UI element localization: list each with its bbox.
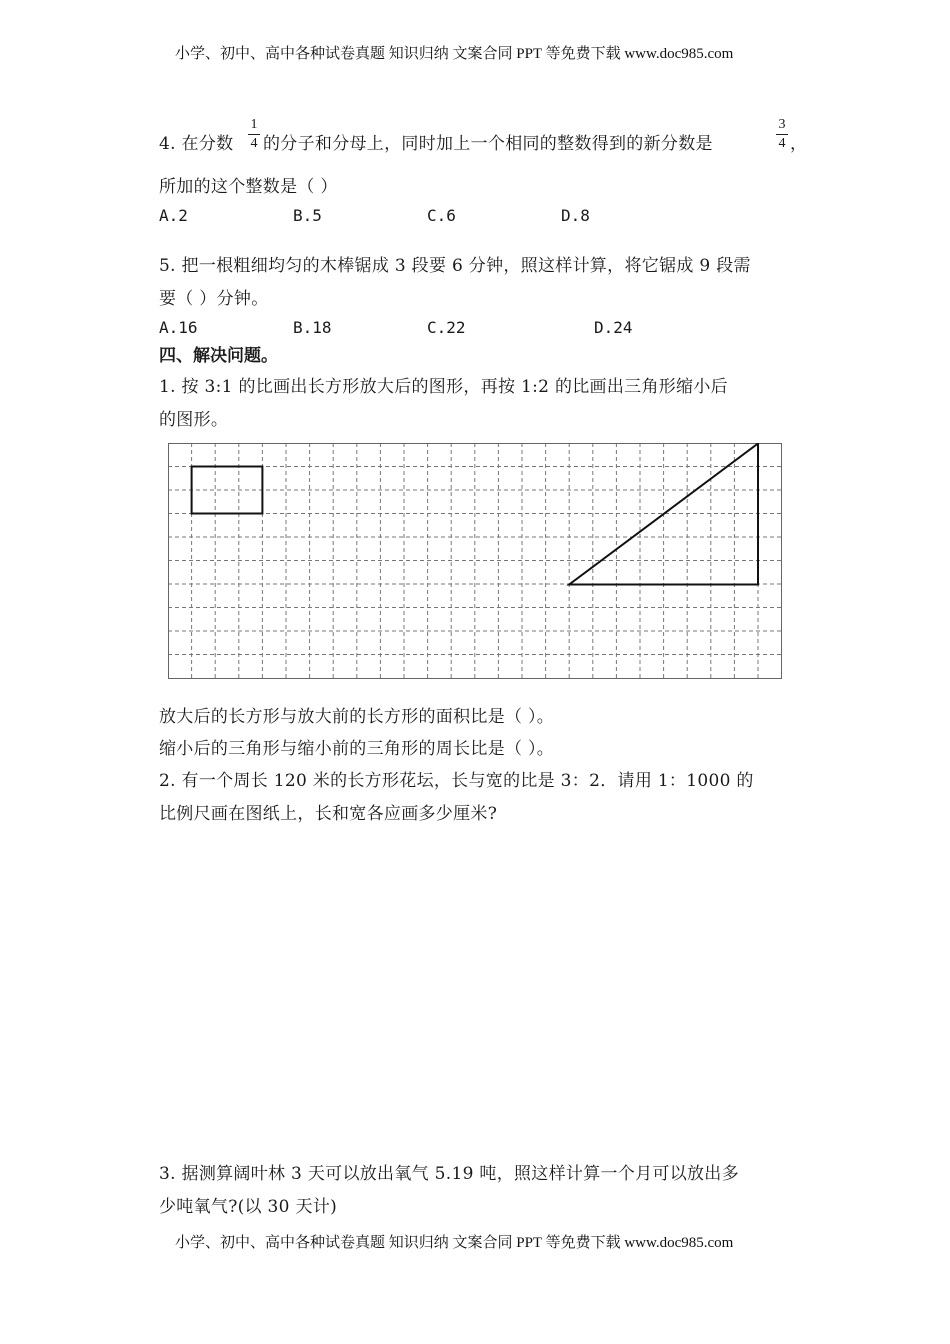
q4-option-d: D.8 (561, 206, 590, 225)
p3-line1: 3. 据测算阔叶林 3 天可以放出氧气 5.19 吨，照这样计算一个月可以放出多 (159, 1164, 739, 1184)
grid-drawing-area (168, 443, 783, 680)
q4-option-c: C.6 (427, 206, 456, 225)
q4-line2: 所加的这个整数是（ ） (159, 177, 338, 197)
p1-answer-perimeter-ratio: 缩小后的三角形与缩小前的三角形的周长比是（ ）。 (159, 739, 555, 759)
p2-line2: 比例尺画在图纸上，长和宽各应画多少厘米? (159, 804, 498, 824)
p1-line2: 的图形。 (159, 410, 229, 430)
p2-line1: 2. 有一个周长 120 米的长方形花坛，长与宽的比是 3：2．请用 1：1000 的 (159, 771, 754, 791)
q4-option-a: A.2 (159, 206, 188, 225)
page-footer: 小学、初中、高中各种试卷真题 知识归纳 文案合同 PPT 等免费下载 www.doc985.com (175, 1235, 734, 1251)
page-header: 小学、初中、高中各种试卷真题 知识归纳 文案合同 PPT 等免费下载 www.doc985.com (175, 46, 734, 62)
q5-line2: 要（ ）分钟。 (159, 289, 269, 309)
q5-option-d: D.24 (594, 318, 633, 337)
q5-line1: 5. 把一根粗细均匀的木棒锯成 3 段要 6 分钟，照这样计算，将它锯成 9 段需 (159, 256, 751, 276)
q5-option-c: C.22 (427, 318, 466, 337)
q4-text-part1: 4. 在分数 (159, 134, 234, 154)
p1-line1: 1. 按 3:1 的比画出长方形放大后的图形，再按 1:2 的比画出三角形缩小后 (159, 377, 728, 397)
fraction-three-quarters: 3 4 (775, 118, 789, 152)
dashed-grid-lines (168, 443, 782, 678)
p3-line2: 少吨氧气?(以 30 天计) (159, 1197, 338, 1217)
fraction-one-quarter: 1 4 (247, 118, 261, 152)
q4-text-part3: ， (790, 134, 808, 154)
q5-option-a: A.16 (159, 318, 198, 337)
section-title-solve-problems: 四、解决问题。 (159, 346, 278, 366)
q4-text-part2: 的分子和分母上，同时加上一个相同的整数得到的新分数是 (263, 134, 713, 154)
p1-answer-area-ratio: 放大后的长方形与放大前的长方形的面积比是（ ）。 (159, 707, 555, 727)
q5-option-b: B.18 (293, 318, 332, 337)
q4-option-b: B.5 (293, 206, 322, 225)
